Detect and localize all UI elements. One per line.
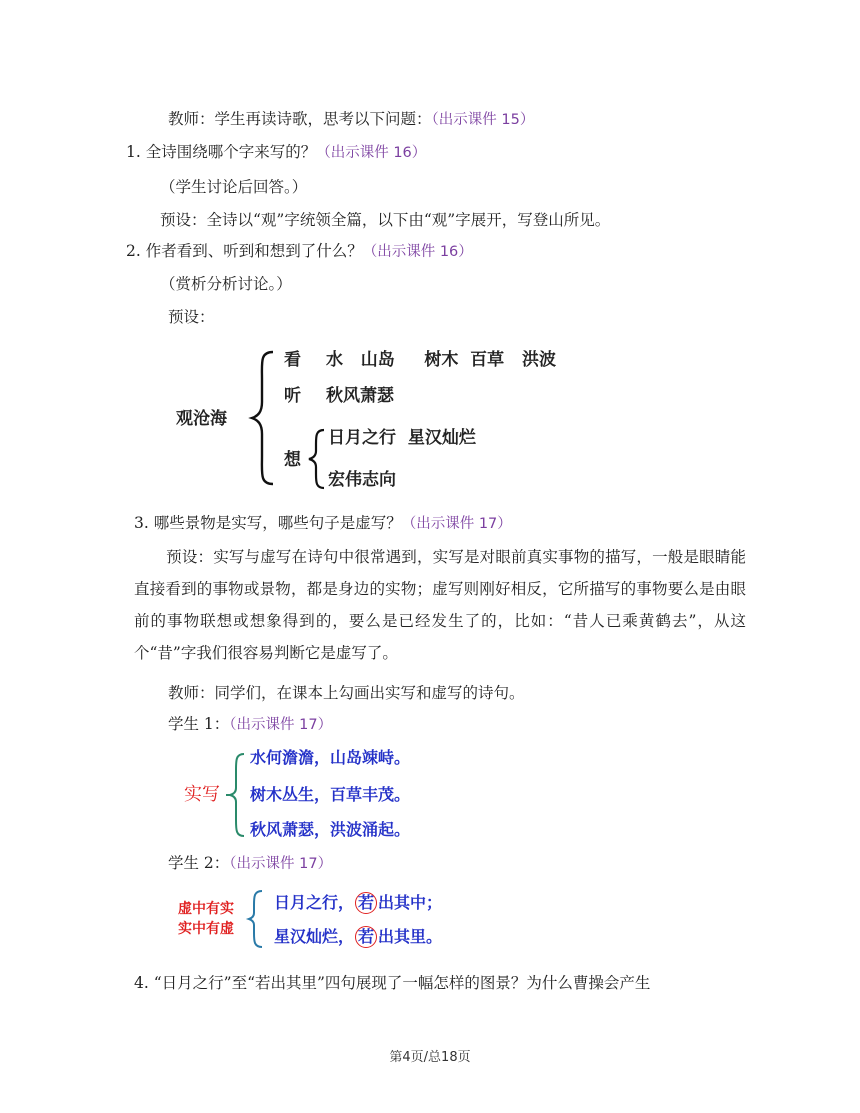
xushi-diagram [178,885,478,955]
question-4: 4. “日月之行”至“若出其里”四句展现了一幅怎样的图景？为什么曹操会产生 [134,974,651,992]
slide-reference: （出示课件 16） [362,244,473,260]
analysis-note: （赏析分析讨论。） [160,275,292,293]
line-part: 星汉灿烂， [274,927,355,946]
kan-label: 看 [284,350,301,370]
ting-items: 秋风萧瑟 [326,386,394,406]
question-2-line [126,241,473,262]
slide-reference: （出示课件 17） [229,717,333,733]
ting-label: 听 [284,386,301,406]
circled-char: 若 [355,926,377,948]
guan-canghai-diagram [170,340,630,500]
shixie-line: 树木丛生，百草丰茂。 [250,785,411,804]
slide-reference: （出示课件 17） [229,856,333,872]
xiang-label: 想 [284,450,301,470]
slide-reference: （出示课件 16） [316,145,427,161]
teacher-prompt-line [168,109,534,130]
preset-label: 预设： [168,308,215,326]
kan-items: 水 山岛 树木 百草 洪波 [326,350,556,370]
student-2-line [168,853,332,874]
line-part: 日月之行， [274,893,355,912]
line-part: 出其里。 [378,927,443,946]
student-discussion-note: （学生讨论后回答。） [160,178,308,196]
student-2-label: 学生 2： [168,854,230,872]
diagram-root-label: 观沧海 [176,409,227,429]
xiang-item: 日月之行 星汉灿烂 [328,428,476,448]
xushi-label: 虚中有实 [178,901,234,917]
question-1-line [126,142,426,163]
shixie-diagram [184,744,464,844]
shixie-line: 秋风萧瑟，洪波涌起。 [250,820,411,839]
question-2: 2. 作者看到、听到和想到了什么？ [126,242,363,260]
question-3: 3. 哪些景物是实写，哪些句子是虚写？ [134,514,402,532]
teacher-instruction: 教师：同学们，在课本上勾画出实写和虚写的诗句。 [168,684,525,702]
slide-reference: （出示课件 15） [431,112,535,128]
question-1: 1. 全诗围绕哪个字来写的？ [126,143,317,161]
student-1-label: 学生 1： [168,715,230,733]
question-3-line [134,513,512,534]
xiang-item: 宏伟志向 [328,470,396,490]
shixie-line: 水何澹澹，山岛竦峙。 [250,748,411,767]
circled-char: 若 [355,892,377,914]
line-part: 出其中； [378,893,443,912]
student-1-line [168,714,332,735]
preset-answer-1: 预设：全诗以“观”字统领全篇，以下由“观”字展开，写登山所见。 [160,211,611,229]
shixu-label: 实中有虚 [178,921,234,937]
page-footer: 第4页/总18页 [389,1050,471,1065]
shixie-label: 实写 [184,784,220,805]
xushi-line-1 [274,891,442,915]
xushi-line-2 [274,925,442,949]
slide-reference: （出示课件 17） [401,516,512,532]
preset-answer-3-text: 预设：实写与虚写在诗句中很常遇到，实写是对眼前真实事物的描写，一般是眼睛能直接看到的事物或景物，都是身边的实物；虚写则刚好相反，它所描写的事物要么是由眼前的事物联想或想象得到的，要么是已经发生了的，比如：“昔人已乘黄鹤去”，从这个“昔”字我们很容易判断它是虚写了。 [134,548,746,662]
teacher-prompt: 教师：学生再读诗歌，思考以下问题： [168,110,432,128]
preset-answer-3 [134,541,746,669]
